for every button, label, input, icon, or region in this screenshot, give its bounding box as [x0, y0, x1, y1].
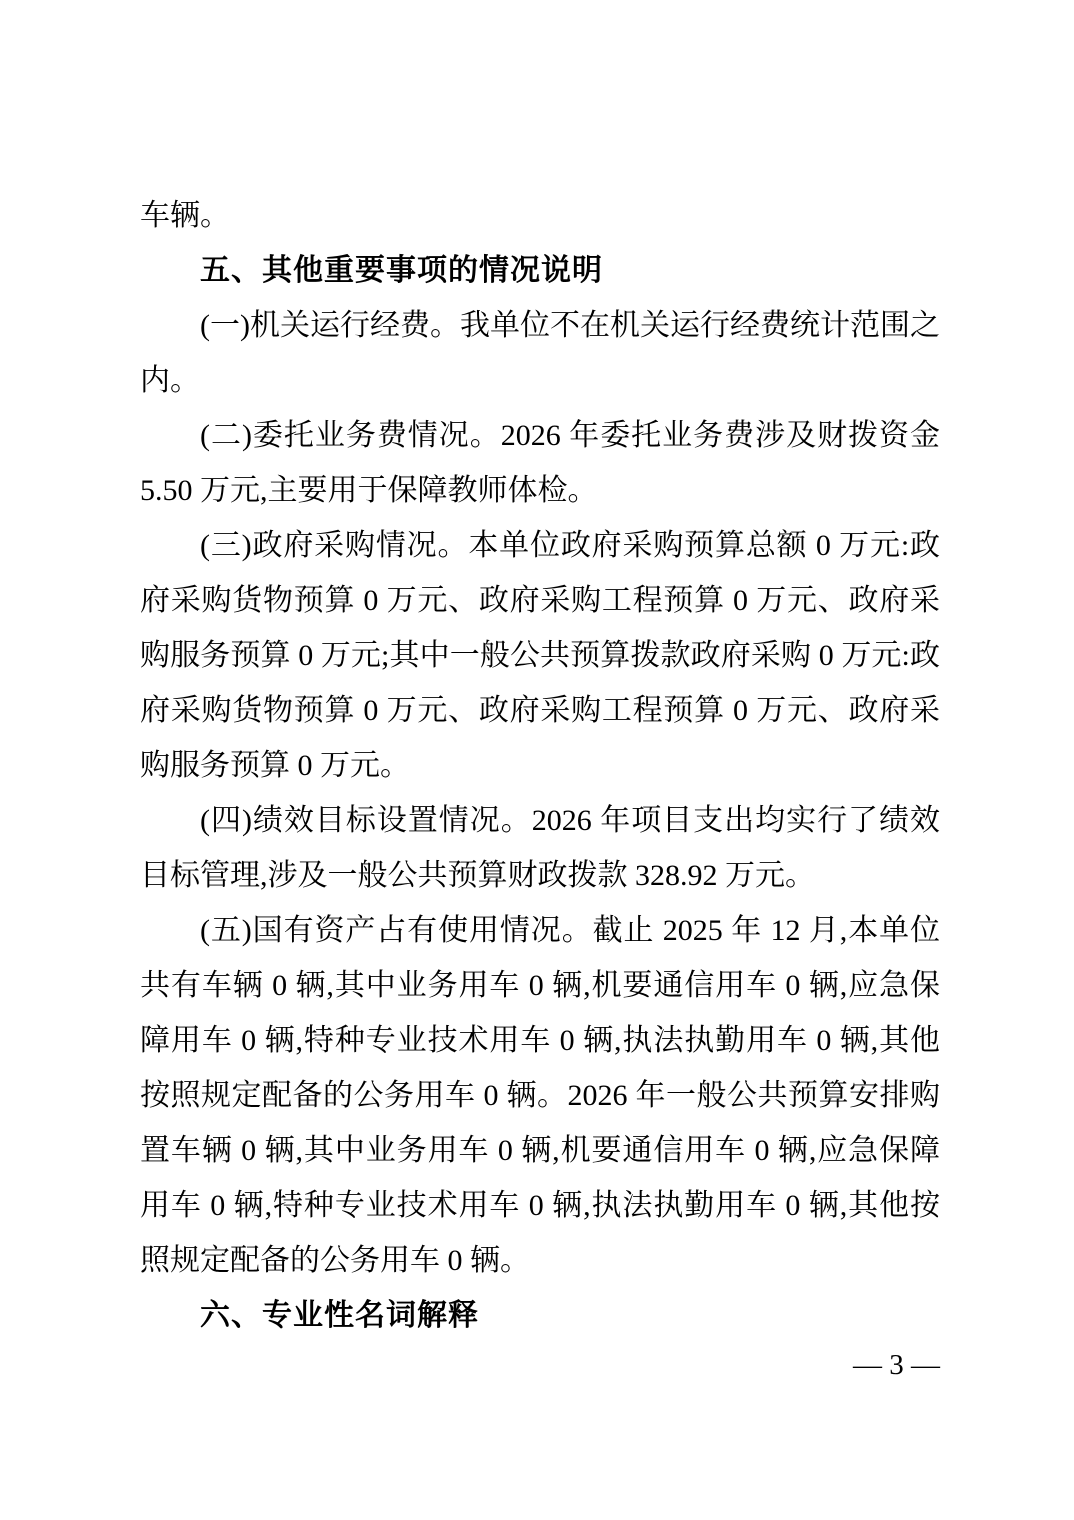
paragraph-item-2: [140, 408, 940, 518]
paragraph-item-5: [140, 903, 940, 1288]
document-body: [140, 188, 940, 1343]
paragraph-continuation: 车辆。: [140, 199, 230, 232]
paragraph-lead: (四)绩效目标设置情况。: [200, 804, 532, 837]
paragraph-text: 2026 年委托业务费涉及财拨资金 5.50 万元,主要用于保障教师体检。: [140, 419, 940, 507]
section-heading-six: 六、专业性名词解释: [200, 1299, 479, 1332]
paragraph-lead: (一)机关运行经费。: [200, 309, 460, 342]
paragraph-item-3: [140, 518, 940, 793]
paragraph-lead: (二)委托业务费情况。: [200, 419, 501, 452]
paragraph-text: 本单位政府采购预算总额 0 万元:政府采购货物预算 0 万元、政府采购工程预算 0 万元、政府采购服务预算 0 万元;其中一般公共预算拨款政府采购 0 万元:政府采购货物预算 0 万元、政府采购工程预算 0 万元、政府采购服务预算 0 万元。: [140, 529, 940, 782]
paragraph-lead: (五)国有资产占有使用情况。: [200, 914, 593, 947]
paragraph-item-1: [140, 298, 940, 408]
paragraph-text: 我单位不在机关运行经费统计范围之内。: [140, 309, 941, 397]
paragraph-text: 2026 年项目支出均实行了绩效目标管理,涉及一般公共预算财政拨款 328.92 万元。: [140, 804, 941, 892]
page-number: — 3 —: [853, 1349, 940, 1381]
section-heading-five: 五、其他重要事项的情况说明: [200, 254, 603, 287]
paragraph-item-4: [140, 793, 940, 903]
paragraph-lead: (三)政府采购情况。: [200, 529, 469, 562]
paragraph-text: 截止 2025 年 12 月,本单位共有车辆 0 辆,其中业务用车 0 辆,机要通信用车 0 辆,应急保障用车 0 辆,特种专业技术用车 0 辆,执法执勤用车 0 辆,其他按照规定配备的公务用车 0 辆。2026 年一般公共预算安排购置车辆 0 辆,其中业务用车 0 辆,机要通信用车 0 辆,应急保障用车 0 辆,特种专业技术用车 0 辆,执法执勤用车 0 辆,其他按照规定配备的公务用车 0 辆。: [140, 914, 941, 1277]
